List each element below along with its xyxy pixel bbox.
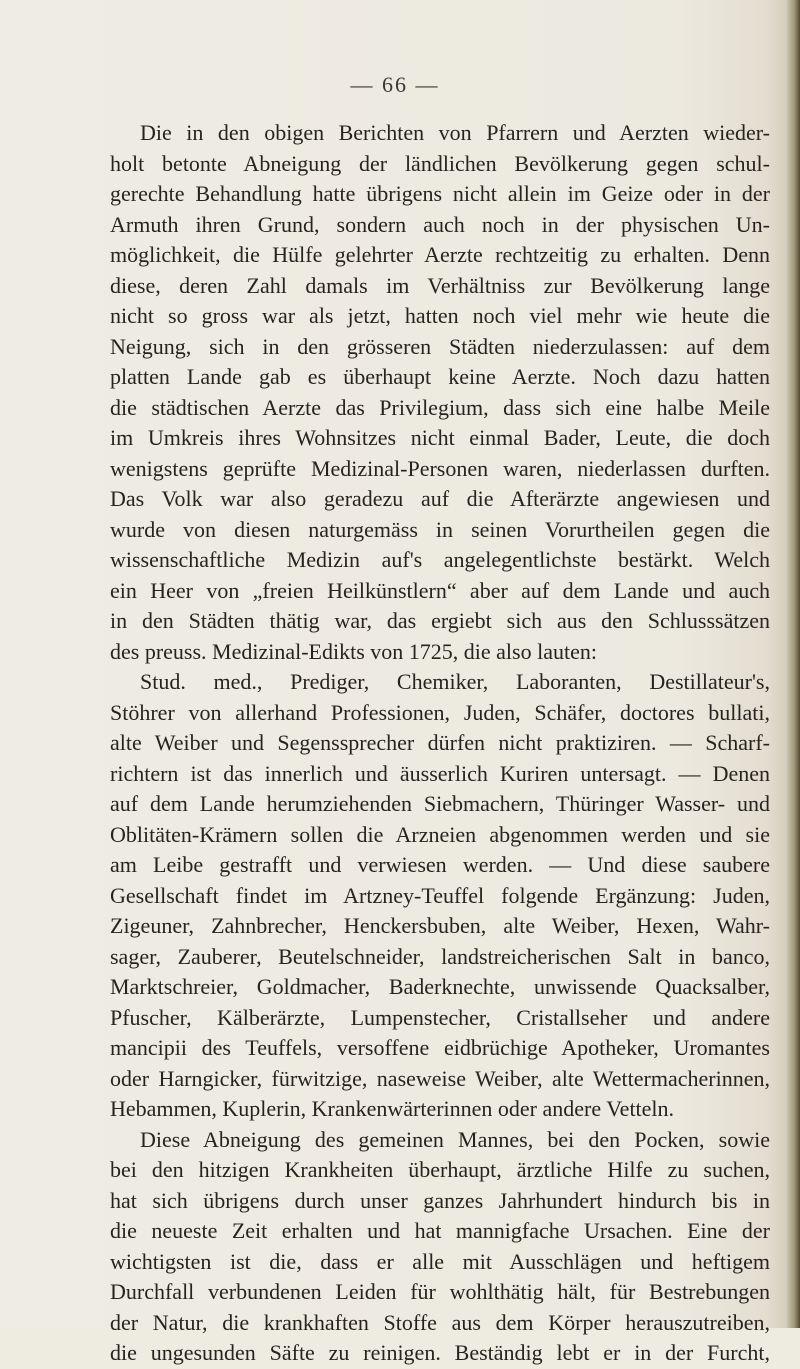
text-line: wurde von diesen naturgemäss in seinen Vorurtheilen gegen die <box>110 516 770 542</box>
text-line: die ungesunden Säfte zu reinigen. Beständig lebt er in der Furcht, <box>110 1340 770 1365</box>
text-line: Armuth ihren Grund, sondern auch noch in der physischen Un- <box>110 211 770 237</box>
text-line: Das Volk war also geradezu auf die Afterärzte angewiesen und <box>110 486 770 511</box>
page-edge-shadow <box>786 0 800 1328</box>
text-line: Pfuscher, Kälberärzte, Lumpenstecher, Cristallseher und andere <box>110 1004 770 1030</box>
text-line: der Natur, die krankhaften Stoffe aus dem Körper herauszutreiben, <box>110 1309 770 1335</box>
text-line: holt betonte Abneigung der ländlichen Bevölkerung gegen schul- <box>110 150 770 176</box>
text-line: alte Weiber und Segenssprecher dürfen nicht praktiziren. — Scharf- <box>110 730 770 755</box>
text-line: wenigstens geprüfte Medizinal-Personen waren, niederlassen durften. <box>110 455 770 481</box>
text-line: wissenschaftliche Medizin auf's angelegentlichste bestärkt. Welch <box>110 547 770 572</box>
text-line: platten Lande gab es überhaupt keine Aerzte. Noch dazu hatten <box>110 364 770 389</box>
text-line: Marktschreier, Goldmacher, Baderknechte, unwissende Quacksalber, <box>110 974 770 999</box>
text-line: Durchfall verbundenen Leiden für wohlthätig hält, für Bestrebungen <box>110 1279 770 1304</box>
text-line: Diese Abneigung des gemeinen Mannes, bei den Pocken, sowie <box>140 1126 770 1152</box>
text-line: Stöhrer von allerhand Professionen, Juden, Schäfer, doctores bullati, <box>110 699 770 725</box>
text-line: richtern ist das innerlich und äusserlich Kuriren untersagt. — Denen <box>110 760 770 786</box>
text-line: sager, Zauberer, Beutelschneider, landstreicherischen Salt in banco, <box>110 943 770 969</box>
text-line: bei den hitzigen Krankheiten überhaupt, ärztliche Hilfe zu suchen, <box>110 1157 770 1182</box>
body-text <box>110 118 770 1369</box>
text-line: gerechte Behandlung hatte übrigens nicht allein im Geize oder in der <box>110 181 770 206</box>
text-line: des preuss. Medizinal-Edikts von 1725, die also lauten: <box>110 638 597 664</box>
text-line: auf dem Lande herumziehenden Siebmachern, Thüringer Wasser- und <box>110 791 770 816</box>
text-line: ein Heer von „freien Heilkünstlern“ aber auf dem Lande und auch <box>110 577 770 603</box>
text-line: die neueste Zeit erhalten und hat mannigfache Ursachen. Eine der <box>110 1218 770 1243</box>
text-line: im Umkreis ihres Wohnsitzes nicht einmal Bader, Leute, die doch <box>110 425 770 450</box>
text-line: diese, deren Zahl damals im Verhältniss zur Bevölkerung lange <box>110 272 770 298</box>
text-line: Die in den obigen Berichten von Pfarrern und Aerzten wieder- <box>140 120 770 145</box>
text-line: Gesellschaft findet im Artzney-Teuffel folgende Ergänzung: Juden, <box>110 882 770 908</box>
text-line: Stud. med., Prediger, Chemiker, Laboranten, Destillateur's, <box>140 669 770 694</box>
text-line: wichtigsten ist die, dass er alle mit Ausschlägen und heftigem <box>110 1248 770 1274</box>
text-line: hat sich übrigens durch unser ganzes Jahrhundert hindurch bis in <box>110 1187 770 1213</box>
text-line: Hebammen, Kuplerin, Krankenwärterinnen oder andere Vetteln. <box>110 1096 675 1121</box>
page-number: — 66 — <box>350 72 440 97</box>
text-line: die städtischen Aerzte das Privilegium, dass sich eine halbe Meile <box>110 394 770 420</box>
text-line: in den Städten thätig war, das ergiebt sich aus den Schlusssätzen <box>110 608 770 633</box>
text-line: Zigeuner, Zahnbrecher, Henckersbuben, alte Weiber, Hexen, Wahr- <box>110 913 770 938</box>
text-line: Oblitäten-Krämern sollen die Arzneien abgenommen werden und sie <box>110 821 770 847</box>
text-line: Neigung, sich in den grösseren Städten niederzulassen: auf dem <box>110 333 770 359</box>
text-line: am Leibe gestrafft und verwiesen werden. — Und diese saubere <box>110 852 770 877</box>
text-line: möglichkeit, die Hülfe gelehrter Aerzte rechtzeitig zu erhalten. Denn <box>110 242 770 267</box>
text-line: nicht so gross war als jetzt, hatten noch viel mehr wie heute die <box>110 303 770 328</box>
text-line: mancipii des Teuffels, versoffene eidbrüchige Apotheker, Uromantes <box>110 1035 770 1060</box>
text-line: oder Harngicker, fürwitzige, naseweise Weiber, alte Wettermacherinnen, <box>110 1065 770 1091</box>
